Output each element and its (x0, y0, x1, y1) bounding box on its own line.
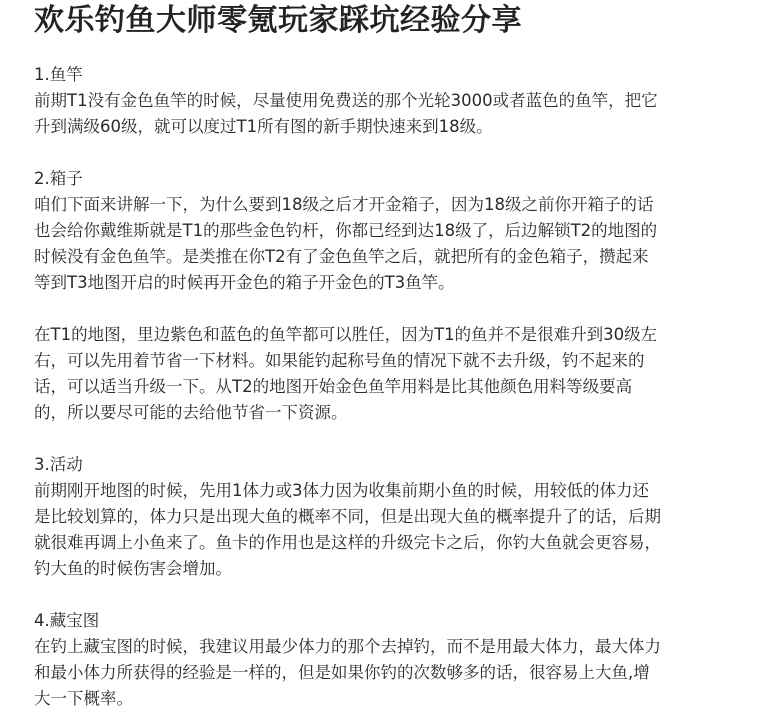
section-fishing-rod (34, 62, 755, 140)
section-heading-fishing-rod: 1.鱼竿 (34, 65, 83, 84)
section-chests (34, 166, 755, 296)
section-line: 在T1的地图，里边紫色和蓝色的鱼竿都可以胜任，因为T1的鱼并不是很难升到30级左 (34, 325, 658, 344)
section-line: 前期刚开地图的时候，先用1体力或3体力因为收集前期小鱼的时候，用较低的体力还 (34, 481, 649, 500)
section-line: 咱们下面来讲解一下，为什么要到18级之后才开金箱子，因为18级之前你开箱子的话 (34, 195, 654, 214)
section-line: 时候没有金色鱼竿。是类推在你T2有了金色鱼竿之后，就把所有的金色箱子，攒起来 (34, 247, 649, 266)
section-line: 就很难再调上小鱼来了。鱼卡的作用也是这样的升级完卡之后，你钓大鱼就会更容易， (34, 533, 661, 552)
section-line: 大一下概率。 (34, 689, 133, 708)
section-heading-treasure-map: 4.藏宝图 (34, 611, 100, 630)
section-line: 升到满级60级，就可以度过T1所有图的新手期快速来到18级。 (34, 117, 493, 136)
section-events (34, 452, 755, 582)
section-heading-chests: 2.箱子 (34, 169, 83, 188)
section-line: 在钓上藏宝图的时候，我建议用最少体力的那个去掉钓，而不是用最大体力，最大体力 (34, 637, 661, 656)
section-line: 是比较划算的，体力只是出现大鱼的概率不同，但是出现大鱼的概率提升了的话，后期 (34, 507, 661, 526)
article-title: 欢乐钓鱼大师零氪玩家踩坑经验分享 (34, 3, 522, 38)
section-line: 话，可以适当升级一下。从T2的地图开始金色鱼竿用料是比其他颜色用料等级要高 (34, 377, 633, 396)
section-treasure-map (34, 608, 755, 712)
section-line: 等到T3地图开启的时候再开金色的箱子开金色的T3鱼竿。 (34, 273, 455, 292)
section-line: 右，可以先用着节省一下材料。如果能钓起称号鱼的情况下就不去升级，钓不起来的 (34, 351, 645, 370)
section-line: 的，所以要尽可能的去给他节省一下资源。 (34, 403, 348, 422)
section-t1-map (34, 322, 755, 426)
section-line: 钓大鱼的时候伤害会增加。 (34, 559, 232, 578)
section-line: 和最小体力所获得的经验是一样的，但是如果你钓的次数够多的话，很容易上大鱼,增 (34, 663, 650, 682)
section-line: 也会给你戴维斯就是T1的那些金色钓杆，你都已经到达18级了，后边解锁T2的地图的 (34, 221, 658, 240)
section-line: 前期T1没有金色鱼竿的时候，尽量使用免费送的那个光轮3000或者蓝色的鱼竿，把它 (34, 91, 658, 110)
section-heading-events: 3.活动 (34, 455, 83, 474)
